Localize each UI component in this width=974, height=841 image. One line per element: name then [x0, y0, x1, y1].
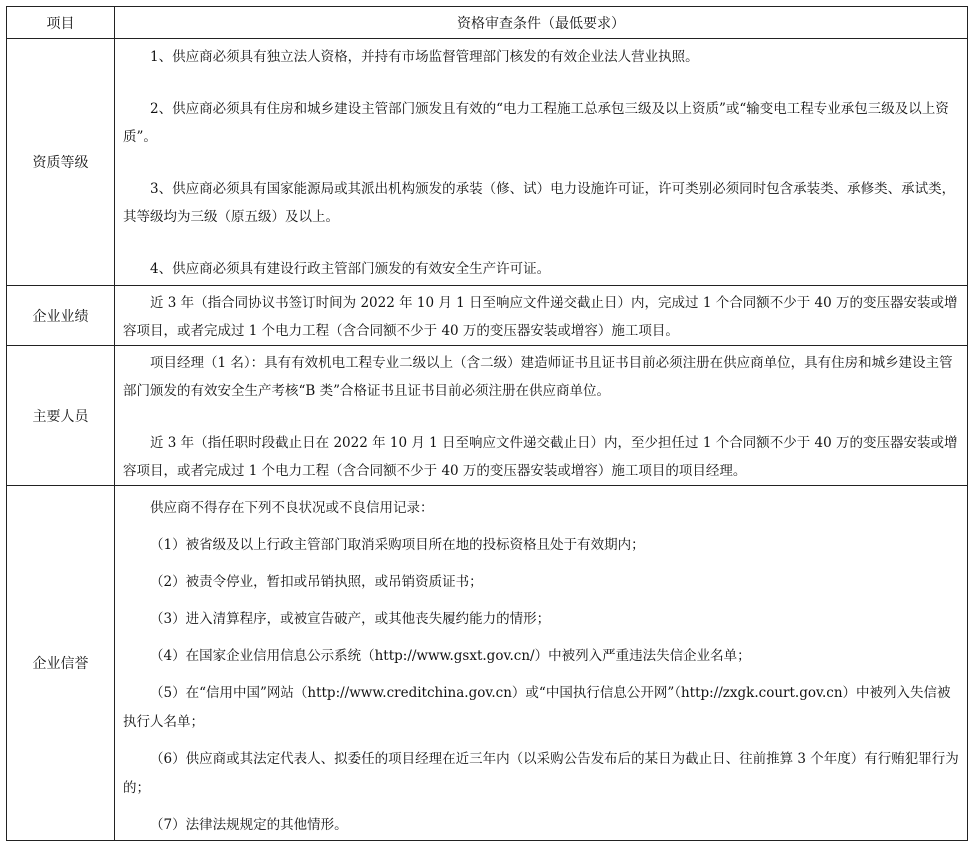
table-header-row: [7, 7, 968, 39]
list-item: （6）供应商或其法定代表人、拟委任的项目经理在近三年内（以采购公告发布后的某日为截止日、往前推算 3 个年度）有行贿犯罪行为的；: [123, 751, 959, 796]
table-row: [7, 39, 968, 286]
table-row: [7, 286, 968, 346]
list-item: （4）在国家企业信用信息公示系统（http://www.gsxt.gov.cn/）中被列入严重违法失信企业名单；: [150, 648, 751, 664]
row-label-credit: 企业信誉: [7, 486, 115, 841]
paragraph: 1、供应商必须具有独立法人资格，并持有市场监督管理部门核发的有效企业法人营业执照。: [150, 49, 699, 65]
header-requirement: 资格审查条件（最低要求）: [115, 7, 968, 39]
paragraph: 3、供应商必须具有国家能源局或其派出机构颁发的承装（修、试）电力设施许可证，许可类别必须同时包含承装类、承修类、承试类，其等级均为三级（原五级）及以上。: [123, 181, 956, 225]
paragraph: 近 3 年（指任职时段截止日在 2022 年 10 月 1 日至响应文件递交截止日）内，至少担任过 1 个合同额不少于 40 万的变压器安装或增容项目，或者完成过 1 个电力工程（含合同额不少于 40 万的变压器安装或增容）施工项目的项目经理。: [123, 435, 958, 479]
table-row: [7, 486, 968, 841]
paragraph: 项目经理（1 名）：具有有效机电工程专业二级以上（含二级）建造师证书且证书目前必须注册在供应商单位，具有住房和城乡建设主管部门颁发的有效安全生产考核“B 类”合格证书且证书目前必须注册在供应商单位。: [123, 355, 953, 399]
row-label-qualification: 资质等级: [7, 39, 115, 286]
qualification-table: [6, 6, 968, 841]
list-item: （3）进入清算程序，或被宣告破产，或其他丧失履约能力的情形；: [150, 611, 551, 627]
table-row: [7, 346, 968, 486]
paragraph: 2、供应商必须具有住房和城乡建设主管部门颁发且有效的“电力工程施工总承包三级及以上资质”或“输变电工程专业承包三级及以上资质”。: [123, 101, 949, 145]
row-content-performance: [115, 286, 968, 346]
paragraph: 供应商不得存在下列不良状况或不良信用记录：: [150, 500, 434, 516]
header-item: 项目: [7, 7, 115, 39]
row-content-personnel: [115, 346, 968, 486]
row-label-personnel: 主要人员: [7, 346, 115, 486]
row-content-credit: [115, 486, 968, 841]
list-item: （1）被省级及以上行政主管部门取消采购项目所在地的投标资格且处于有效期内；: [150, 537, 645, 553]
paragraph: 近 3 年（指合同协议书签订时间为 2022 年 10 月 1 日至响应文件递交截止日）内，完成过 1 个合同额不少于 40 万的变压器安装或增容项目，或者完成过 1 个电力工程（含合同额不少于 40 万的变压器安装或增容）施工项目。: [123, 295, 958, 339]
list-item: （2）被责令停业，暂扣或吊销执照，或吊销资质证书；: [150, 574, 483, 590]
paragraph: 4、供应商必须具有建设行政主管部门颁发的有效安全生产许可证。: [150, 261, 551, 277]
list-item: （7）法律法规规定的其他情形。: [150, 817, 348, 833]
row-label-performance: 企业业绩: [7, 286, 115, 346]
row-content-qualification: [115, 39, 968, 286]
list-item: （5）在“信用中国”网站（http://www.creditchina.gov.cn）或“中国执行信息公开网”（http://zxgk.court.gov.cn）中被列入失信被执行人名单；: [123, 685, 951, 730]
